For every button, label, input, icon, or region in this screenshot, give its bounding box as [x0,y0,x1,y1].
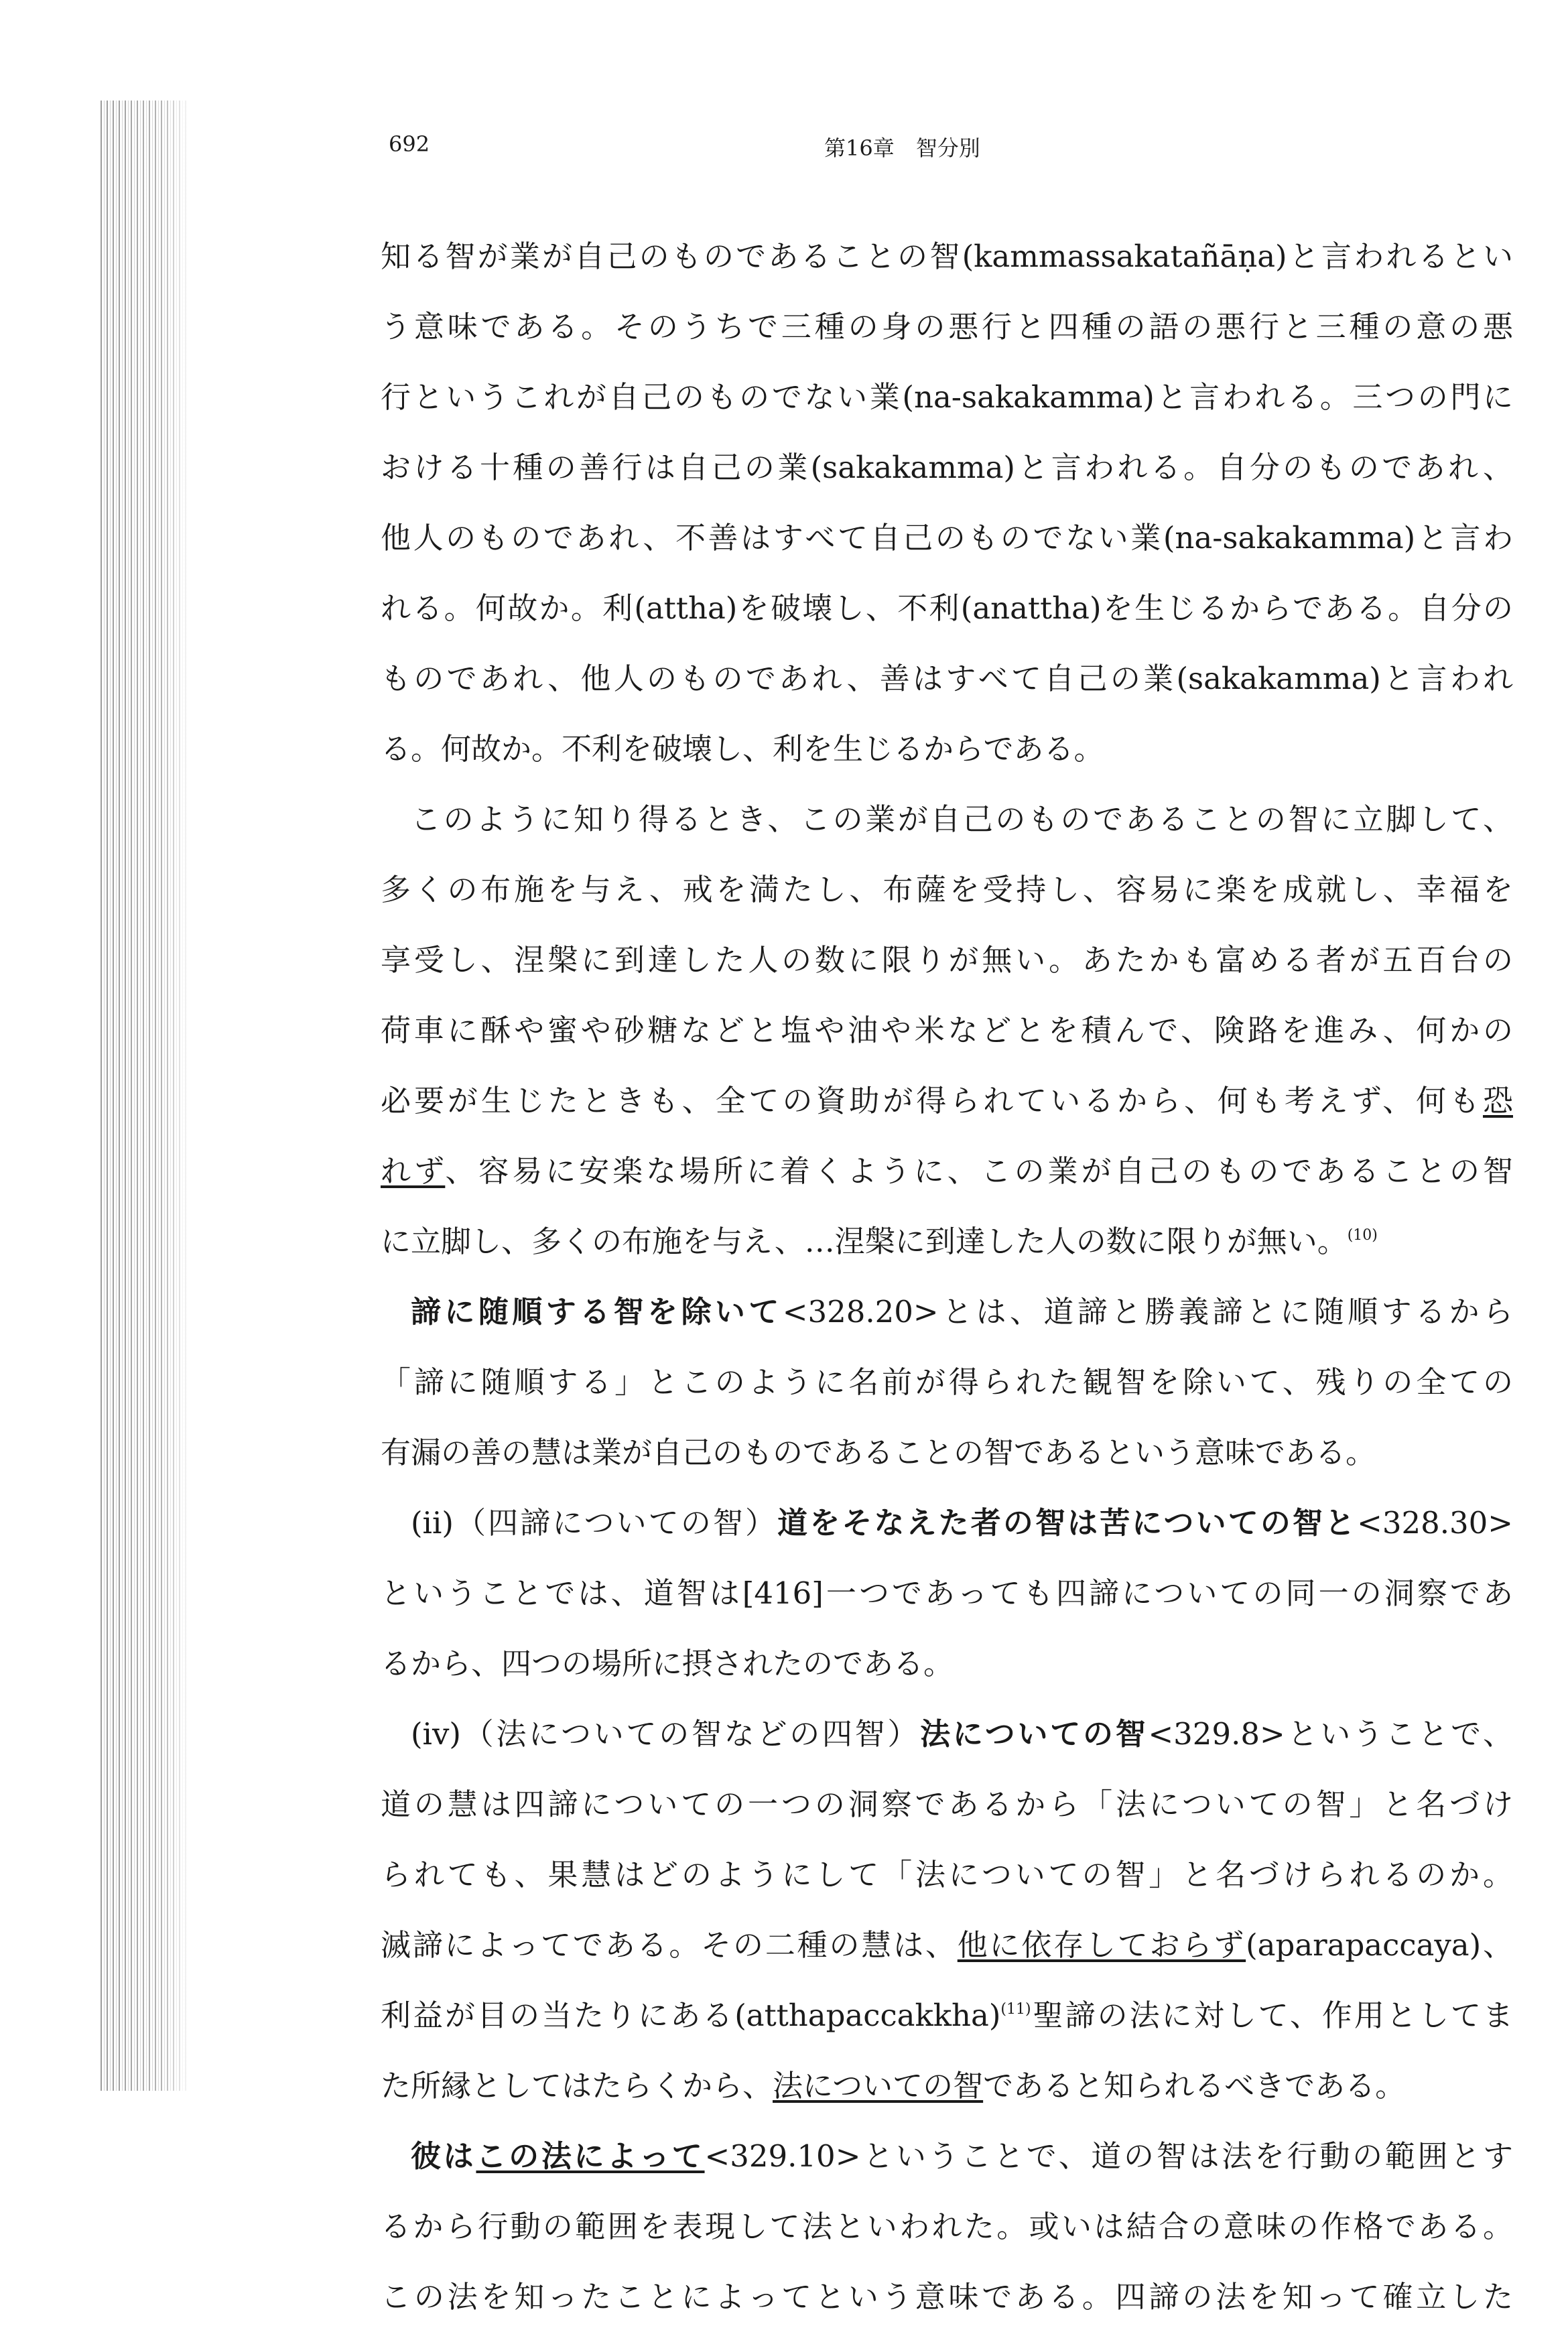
underlined-text: れず [381,1153,446,1189]
text-line [381,643,1513,714]
text-run: (ii)（四諦についての智） [411,1505,778,1541]
text-run: られても、果慧はどのようにして「法についての智」と名づけられるのか。 [381,1857,1513,1892]
text-run: (iv)（法についての智などの四智） [411,1716,921,1752]
book-binding-shadow [101,101,188,2091]
text-line [381,784,1513,854]
text-line [381,1417,1513,1488]
underlined-text: 恐 [1482,1083,1513,1118]
text-line [381,2262,1513,2332]
text-line [381,1980,1513,2051]
text-line [381,995,1513,1065]
text-run: れる。何故か。利(attha)を破壊し、不利(anattha)を生じるからである。自分の [381,590,1513,626]
bold-term: 彼は [411,2138,476,2174]
text-line [381,503,1513,573]
text-run: おける十種の善行は自己の業(sakakamma)と言われる。自分のものであれ、 [381,450,1513,485]
text-run: <329.10>ということで、道の智は法を行動の範囲とす [704,2138,1513,2174]
bold-term: この法によって [476,2138,705,2174]
text-line [381,1558,1513,1628]
text-line [381,1769,1513,1839]
text-line [381,1488,1513,1558]
text-line [381,1699,1513,1769]
text-line [381,1206,1513,1277]
text-run: ということでは、道智は[416]一つであっても四諦についての同一の洞察であ [381,1575,1513,1611]
text-line [381,1065,1513,1136]
page-header [389,131,1501,172]
text-line [381,1136,1513,1206]
text-run: <328.30> [1357,1505,1514,1541]
underlined-text: 他に依存しておらず [957,1927,1246,1963]
text-line [381,714,1513,784]
text-run: であると知られるべきである。 [983,2068,1406,2103]
footnote-ref: (11) [1000,2001,1031,2018]
text-line [381,1910,1513,1980]
text-run: ものであれ、他人のものであれ、善はすべて自己の業(sakakamma)と言われ [381,661,1513,696]
text-line [381,362,1513,432]
text-run: この法を知ったことによってという意味である。四諦の法を知って確立した [381,2279,1513,2315]
text-run: 行というこれが自己のものでない業(na-sakakamma)と言われる。三つの門に [381,379,1513,415]
text-run: 「諦に随順する」とこのように名前が得られた観智を除いて、残りの全ての [381,1364,1513,1400]
text-run: (aparapaccaya)、 [1246,1927,1513,1963]
text-line [381,854,1513,925]
page-number: 692 [389,131,430,157]
text-line [381,221,1513,292]
text-line [381,2051,1513,2121]
text-run: るから、四つの場所に摂されたのである。 [381,1646,954,1681]
text-line [381,1628,1513,1699]
text-run: 多くの布施を与え、戒を満たし、布薩を受持し、容易に楽を成就し、幸福を [381,872,1513,907]
text-line [381,2121,1513,2191]
text-run: た所縁としてはたらくから、 [381,2068,773,2103]
text-run: 必要が生じたときも、全ての資助が得られているから、何も考えず、何も [381,1083,1483,1118]
bold-term: 道をそなえた者の智は苦についての智と [777,1505,1358,1541]
text-line [381,1347,1513,1417]
underlined-text: 法についての智 [773,2068,984,2103]
text-run: 利益が目の当たりにある(atthapaccakkha) [381,1998,1001,2033]
footnote-ref: (10) [1347,1227,1378,1244]
text-run: 滅諦によってである。その二種の慧は、 [381,1927,958,1963]
bold-term: 法についての智 [920,1716,1149,1752]
text-line [381,1277,1513,1347]
text-line [381,573,1513,643]
text-run: に立脚し、多くの布施を与え、…涅槃に到達した人の数に限りが無い。 [381,1224,1348,1259]
text-run: <329.8>ということで、 [1148,1716,1513,1752]
text-line [381,432,1513,503]
text-run: 聖諦の法に対して、作用としてま [1031,1998,1513,2033]
text-run: このように知り得るとき、この業が自己のものであることの智に立脚して、 [411,801,1513,837]
text-run: 知る智が業が自己のものであることの智(kammassakatañāṇa)と言われるとい [381,239,1513,274]
text-run: 有漏の善の慧は業が自己のものであることの智であるという意味である。 [381,1435,1376,1470]
text-line [381,292,1513,362]
text-run: る。何故か。不利を破壊し、利を生じるからである。 [381,731,1104,767]
text-run: 享受し、涅槃に到達した人の数に限りが無い。あたかも富める者が五百台の [381,942,1513,978]
text-run: るから行動の範囲を表現して法といわれた。或いは結合の意味の作格である。 [381,2209,1513,2244]
body-text [381,221,1513,2332]
text-run: 他人のものであれ、不善はすべて自己のものでない業(na-sakakamma)と言わ [381,520,1513,556]
text-run: <328.20>とは、道諦と勝義諦とに随順するから [782,1294,1513,1330]
text-run: 、容易に安楽な場所に着くように、この業が自己のものであることの智 [445,1153,1513,1189]
text-run: 道の慧は四諦についての一つの洞察であるから「法についての智」と名づけ [381,1787,1513,1822]
text-run: う意味である。そのうちで三種の身の悪行と四種の語の悪行と三種の意の悪 [381,309,1513,344]
text-line [381,1839,1513,1910]
running-head: 第16章 智分別 [824,135,980,161]
text-line [381,925,1513,995]
text-line [381,2191,1513,2262]
bold-term: 諦に随順する智を除いて [411,1294,783,1330]
text-run: 荷車に酥や蜜や砂糖などと塩や油や米などとを積んで、険路を進み、何かの [381,1013,1513,1048]
